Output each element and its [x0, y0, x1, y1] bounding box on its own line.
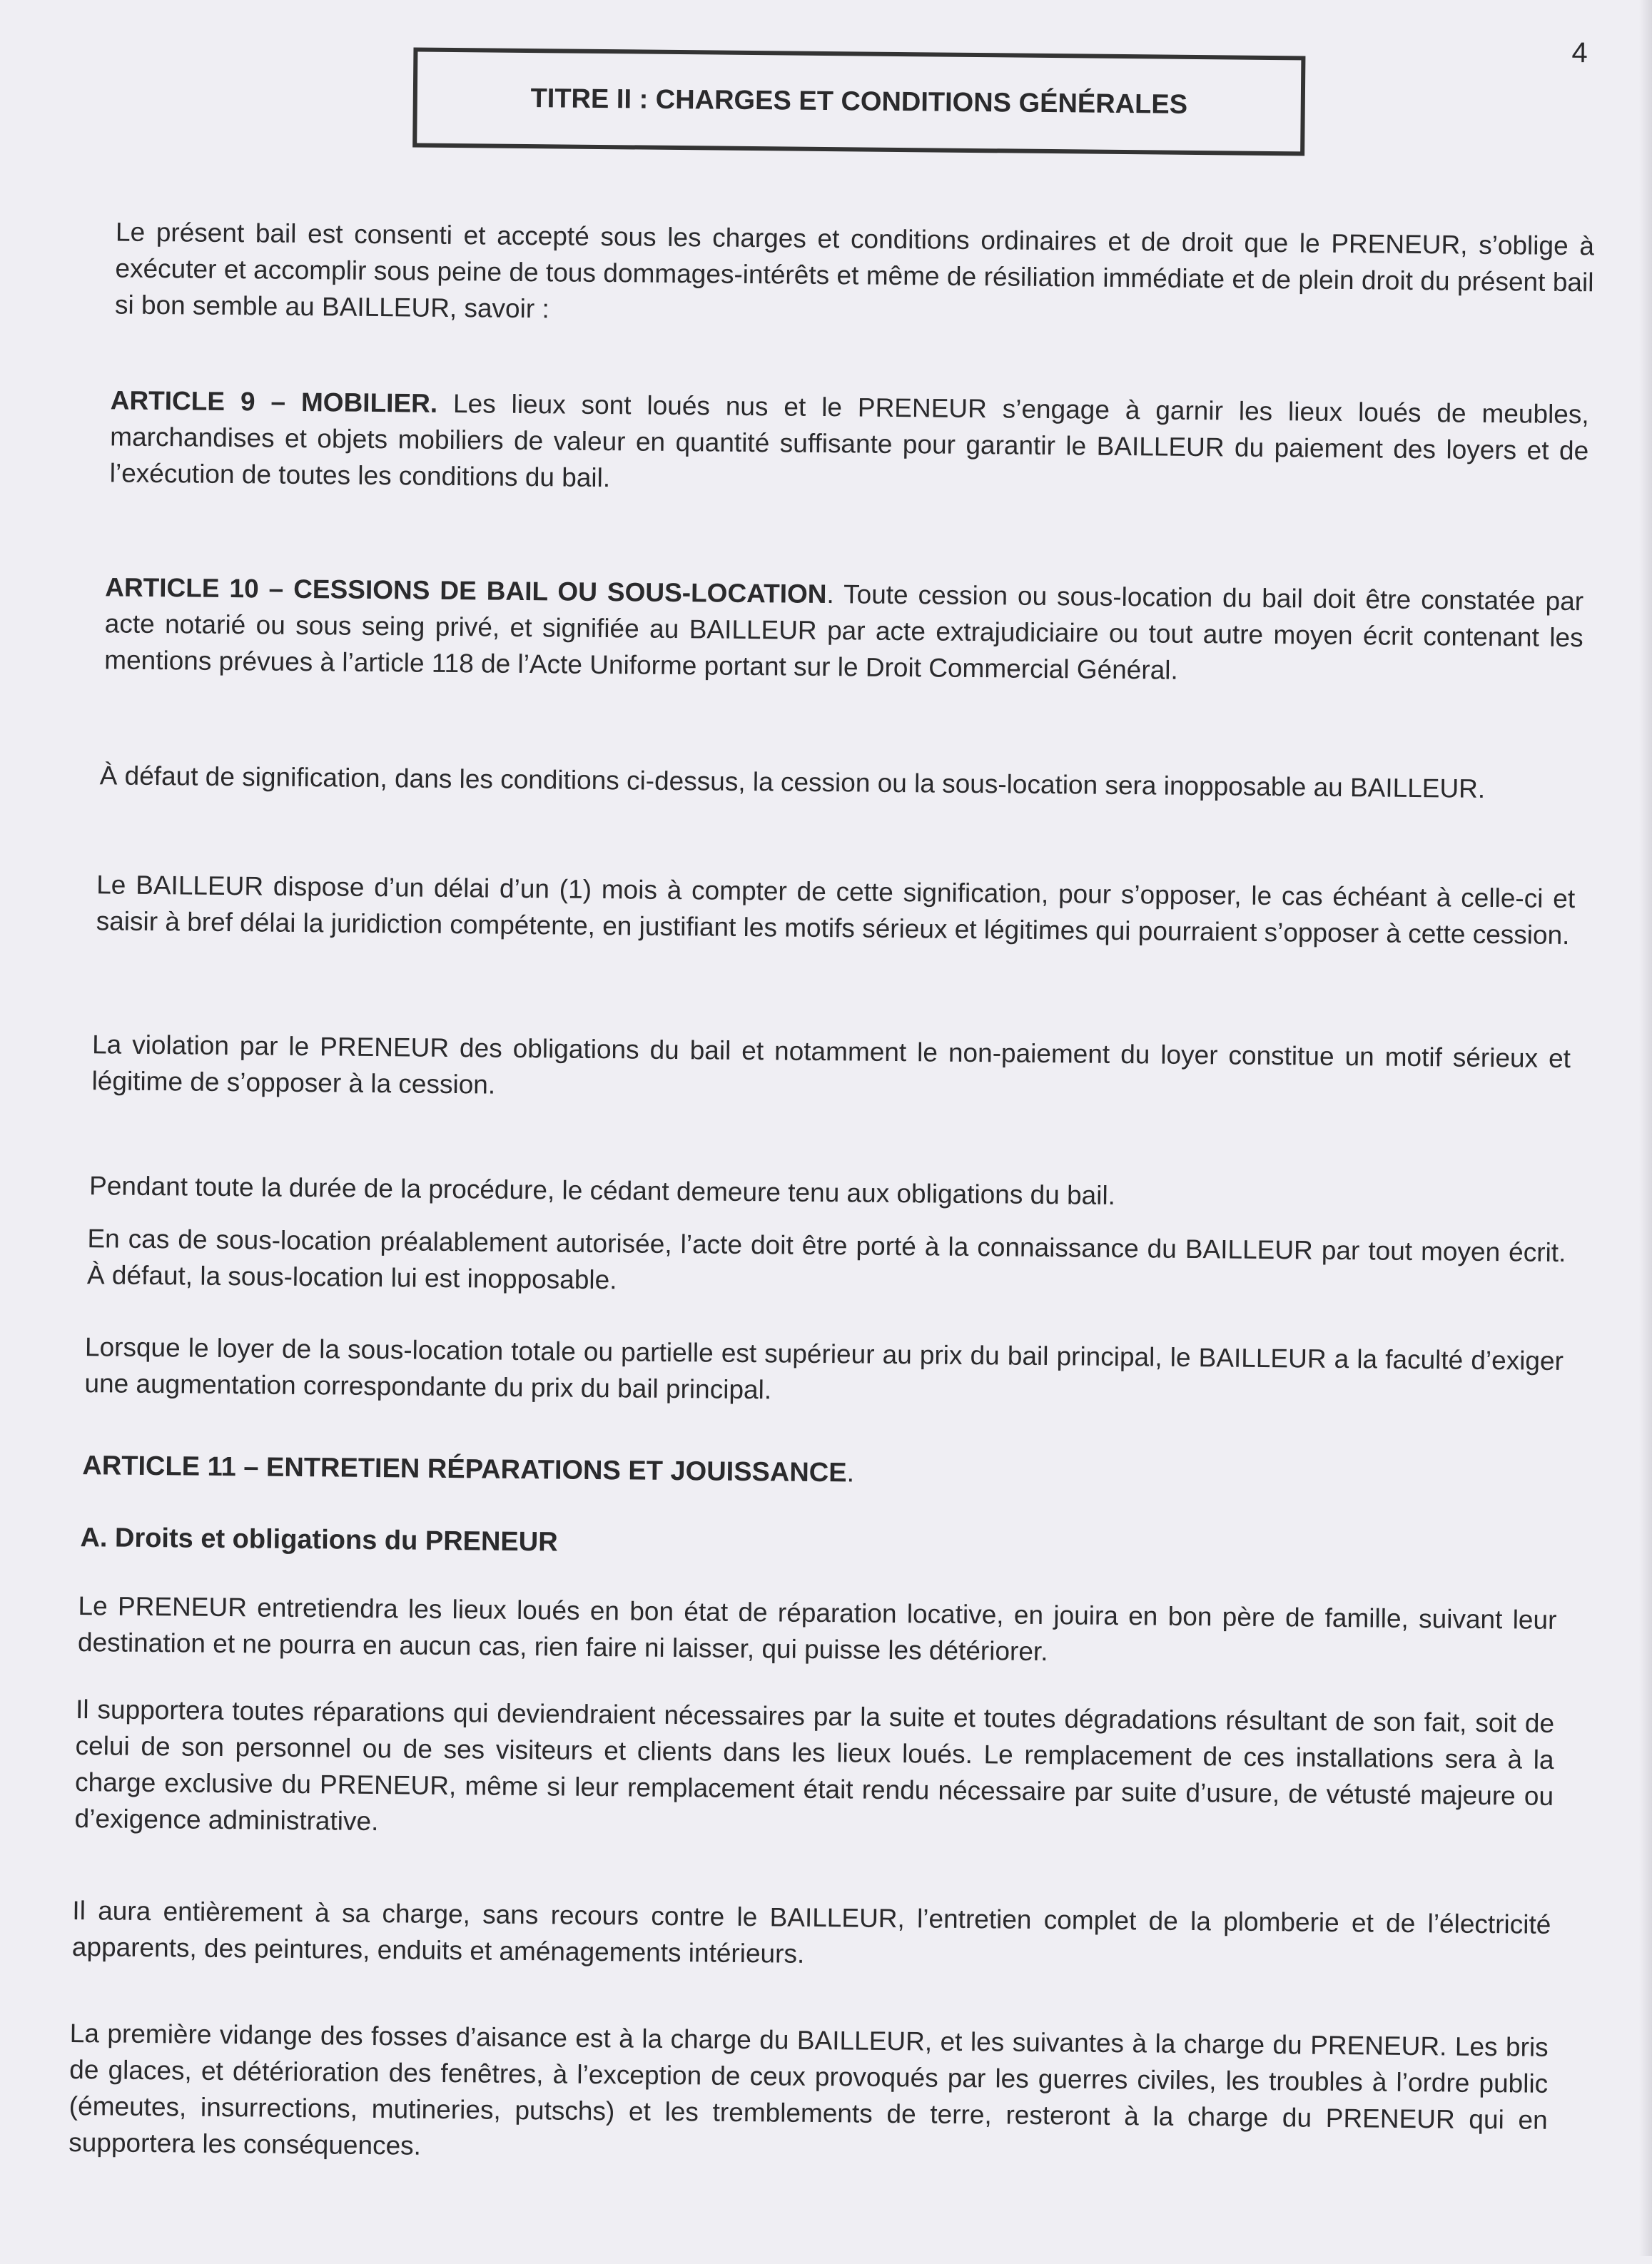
paragraph: En cas de sous-location préalablement autorisée, l’acte doit être porté à la connaissance du BAILLEUR par tout moyen écrit. À défaut, la sous-location lui est inopposable.	[86, 1224, 1566, 1295]
paragraph: Lorsque le loyer de la sous-location totale ou partielle est supérieur au prix du bail principal, le BAILLEUR a la faculté d’exiger une augmentation correspondante du prix du bail principal.	[84, 1332, 1564, 1405]
intro-paragraph: Le présent bail est consenti et accepté sous les charges et conditions ordinaires et de droit que le PRENEUR, s’oblige à exécuter et accomplir sous peine de tous dommages-intérêts et même de résiliation immédiate et de plein droit du présent bail si bon semble au BAILLEUR, savoir :	[114, 217, 1595, 324]
paragraph: La première vidange des fosses d’aisance est à la charge du BAILLEUR, et les suivantes à la charge du PRENEUR. Les bris de glaces, et détérioration des fenêtres, à l’exception de ceux provoqués par les guerres civiles, les troubles à l’ordre public (émeutes, insurrections, mutineries, putschs) et les tremblements de terre, resteront à la charge du PRENEUR qui en supportera les conséquences.	[69, 2018, 1549, 2161]
article-11-heading	[82, 1451, 854, 1488]
article-9-text: Les lieux sont loués nus et le PRENEUR s’engage à garnir les lieux loués de meubles, marchandises et objets mobiliers de valeur en quantité suffisante pour garantir le BAILLEUR du paiement des loyers et de l’exécution de toutes les conditions du bail.	[109, 388, 1589, 493]
article-9-heading: ARTICLE 9 – MOBILIER.	[110, 385, 438, 418]
page-number: 4	[1571, 37, 1588, 69]
article-10-heading: ARTICLE 10 – CESSIONS DE BAIL OU SOUS-LOCATION	[105, 572, 827, 609]
article-11-subheading: A. Droits et obligations du PRENEUR	[80, 1523, 558, 1558]
paragraph: Il aura entièrement à sa charge, sans recours contre le BAILLEUR, l’entretien complet de la plomberie et de l’électricité apparents, des peintures, enduits et aménagements intérieurs.	[71, 1895, 1551, 1969]
paragraph: Le PRENEUR entretiendra les lieux loués en bon état de réparation locative, en jouira en bon père de famille, suivant leur destination et ne pourra en aucun cas, rien faire ni laisser, qui puisse les détériorer.	[77, 1591, 1557, 1667]
page-title: TITRE II : CHARGES ET CONDITIONS GÉNÉRALES	[530, 83, 1188, 120]
article-10	[104, 569, 1583, 692]
paragraph: Il supportera toutes réparations qui deviendraient nécessaires par la suite et toutes dégradations résultant de son fait, soit de celui de son personnel ou de ses visiteurs et clients dans les lieux loués. Le remplacement de ces installations sera à la charge exclusive du PRENEUR, même si leur remplacement était rendu nécessaire par suite d’usure, de vétusté majeure ou d’exigence administrative.	[74, 1695, 1555, 1837]
article-10-text: . Toute cession ou sous-location du bail doit être constatée par acte notarié ou sous seing privé, et signifiée au BAILLEUR par acte extrajudiciaire ou tout autre moyen écrit contenant les mentions prévues à l’article 118 de l’Acte Uniforme portant sur le Droit Commercial Général.	[104, 579, 1584, 685]
paragraph: La violation par le PRENEUR des obligations du bail et notamment le non-paiement du loyer constitue un motif sérieux et légitime de s’opposer à la cession.	[91, 1030, 1571, 1100]
article-11-heading-text: ARTICLE 11 – ENTRETIEN RÉPARATIONS ET JOUISSANCE	[82, 1451, 847, 1488]
paragraph: Le BAILLEUR dispose d’un délai d’un (1) mois à compter de cette signification, pour s’opposer, le cas échéant à celle-ci et saisir à bref délai la juridiction compétente, en justifiant les motifs sérieux et légitimes qui pourraient s’opposer à cette cession.	[96, 870, 1576, 950]
title-box	[412, 47, 1305, 156]
paragraph: À défaut de signification, dans les conditions ci-dessus, la cession ou la sous-location sera inopposable au BAILLEUR.	[99, 761, 1486, 803]
article-9	[110, 382, 1589, 505]
page-edge	[1639, 0, 1652, 2256]
paragraph: Pendant toute la durée de la procédure, le cédant demeure tenu aux obligations du bail.	[88, 1171, 1116, 1210]
article-11-heading-suffix: .	[846, 1458, 855, 1488]
